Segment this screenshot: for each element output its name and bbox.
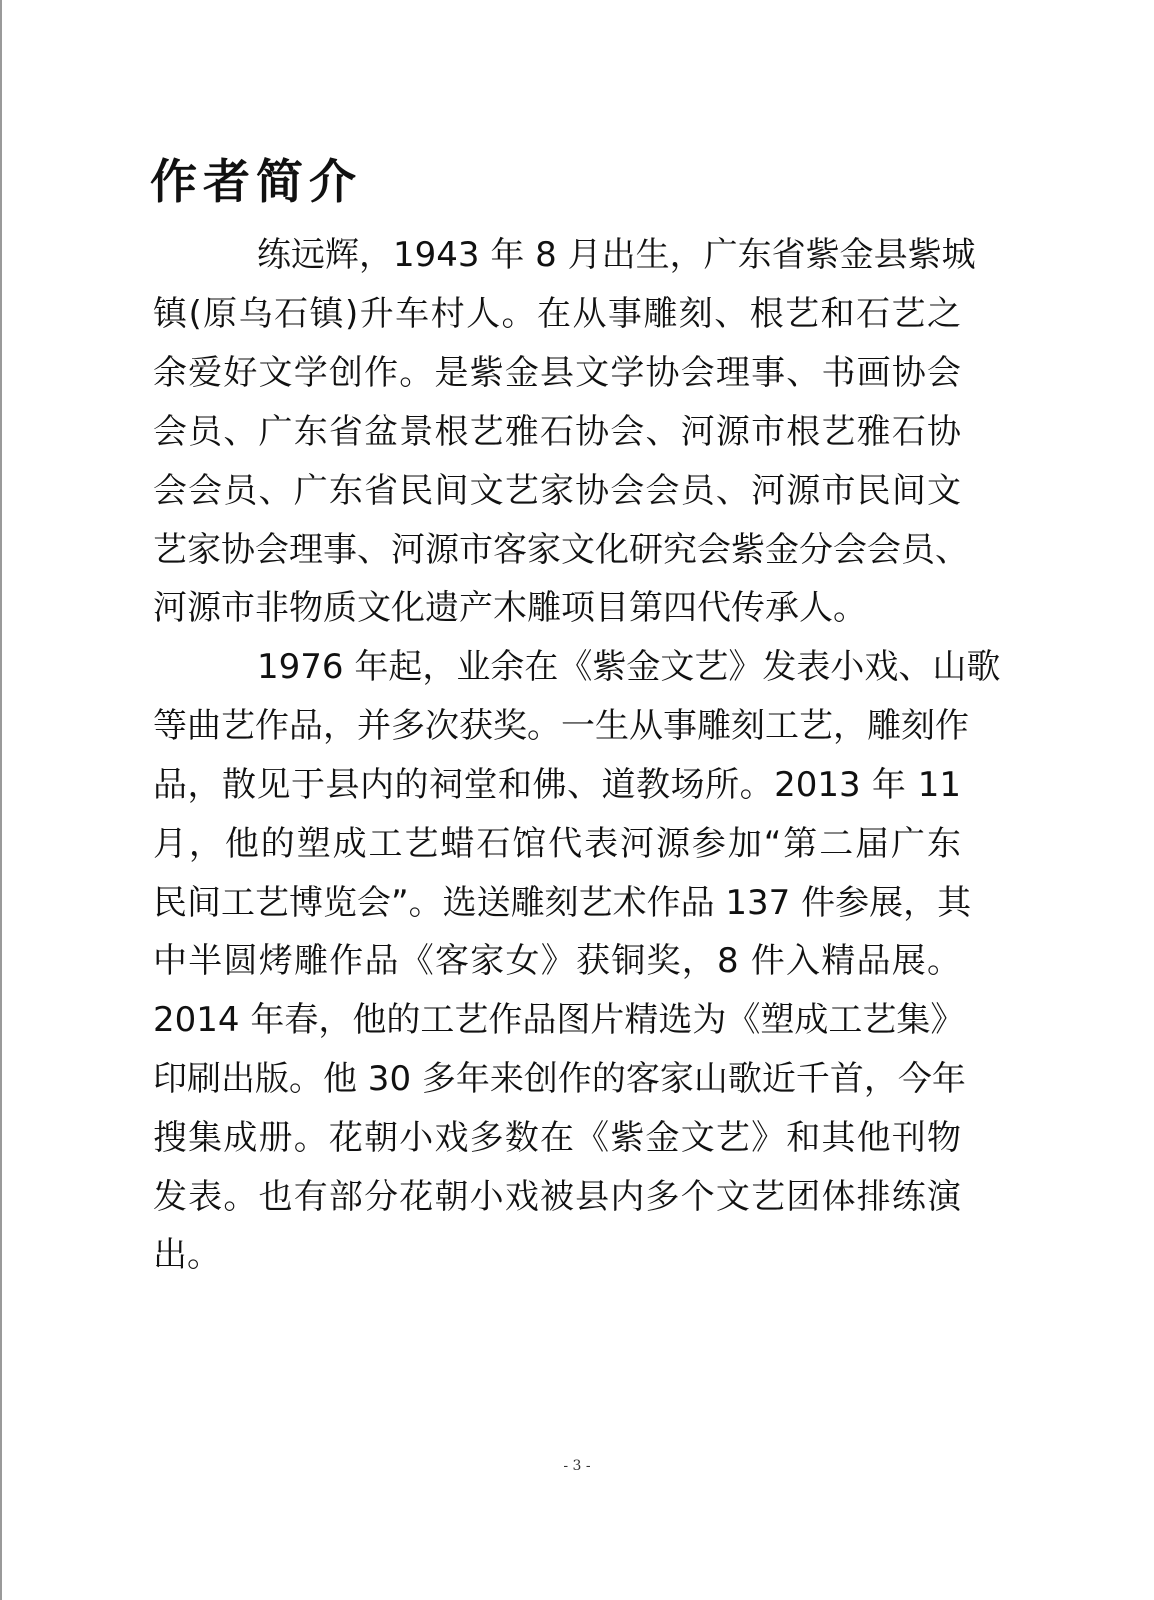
text-line-4: 会员、广东省盆景根艺雅石协会、河源市根艺雅石协 (153, 412, 961, 452)
text-line-10: 品，散见于县内的祠堂和佛、道教场所。2013 年 11 (153, 765, 961, 805)
text-line-12: 民间工艺博览会”。选送雕刻艺术作品 137 件参展，其 (153, 883, 972, 923)
text-line-14: 2014 年春，他的工艺作品图片精选为《塑成工艺集》 (153, 1000, 965, 1040)
text-line-7: 河源市非物质文化遗产木雕项目第四代传承人。 (153, 588, 867, 628)
text-line-3: 余爱好文学创作。是紫金县文学协会理事、书画协会 (153, 353, 961, 393)
text-line-15: 印刷出版。他 30 多年来创作的客家山歌近千首，今年 (153, 1059, 966, 1099)
page-number: - 3 - (563, 1458, 591, 1474)
text-line-8: 1976 年起，业余在《紫金文艺》发表小戏、山歌 (257, 647, 1001, 687)
text-line-6: 艺家协会理事、河源市客家文化研究会紫金分会会员、 (153, 530, 969, 570)
scan-edge (0, 0, 2, 1600)
text-line-5: 会会员、广东省民间文艺家协会会员、河源市民间文 (153, 471, 961, 511)
text-line-2: 镇(原乌石镇)升车村人。在从事雕刻、根艺和石艺之 (153, 294, 961, 334)
text-line-13: 中半圆烤雕作品《客家女》获铜奖，8 件入精品展。 (153, 941, 961, 981)
text-line-1: 练远辉，1943 年 8 月出生，广东省紫金县紫城 (257, 235, 976, 275)
text-line-9: 等曲艺作品，并多次获奖。一生从事雕刻工艺，雕刻作 (153, 706, 969, 746)
text-line-17: 发表。也有部分花朝小戏被县内多个文艺团体排练演 (153, 1177, 961, 1217)
text-line-11: 月，他的塑成工艺蜡石馆代表河源参加“第二届广东 (153, 824, 961, 864)
text-line-18: 出。 (153, 1235, 221, 1275)
text-line-16: 搜集成册。花朝小戏多数在《紫金文艺》和其他刊物 (153, 1118, 961, 1158)
page-title: 作者简介 (150, 155, 362, 210)
